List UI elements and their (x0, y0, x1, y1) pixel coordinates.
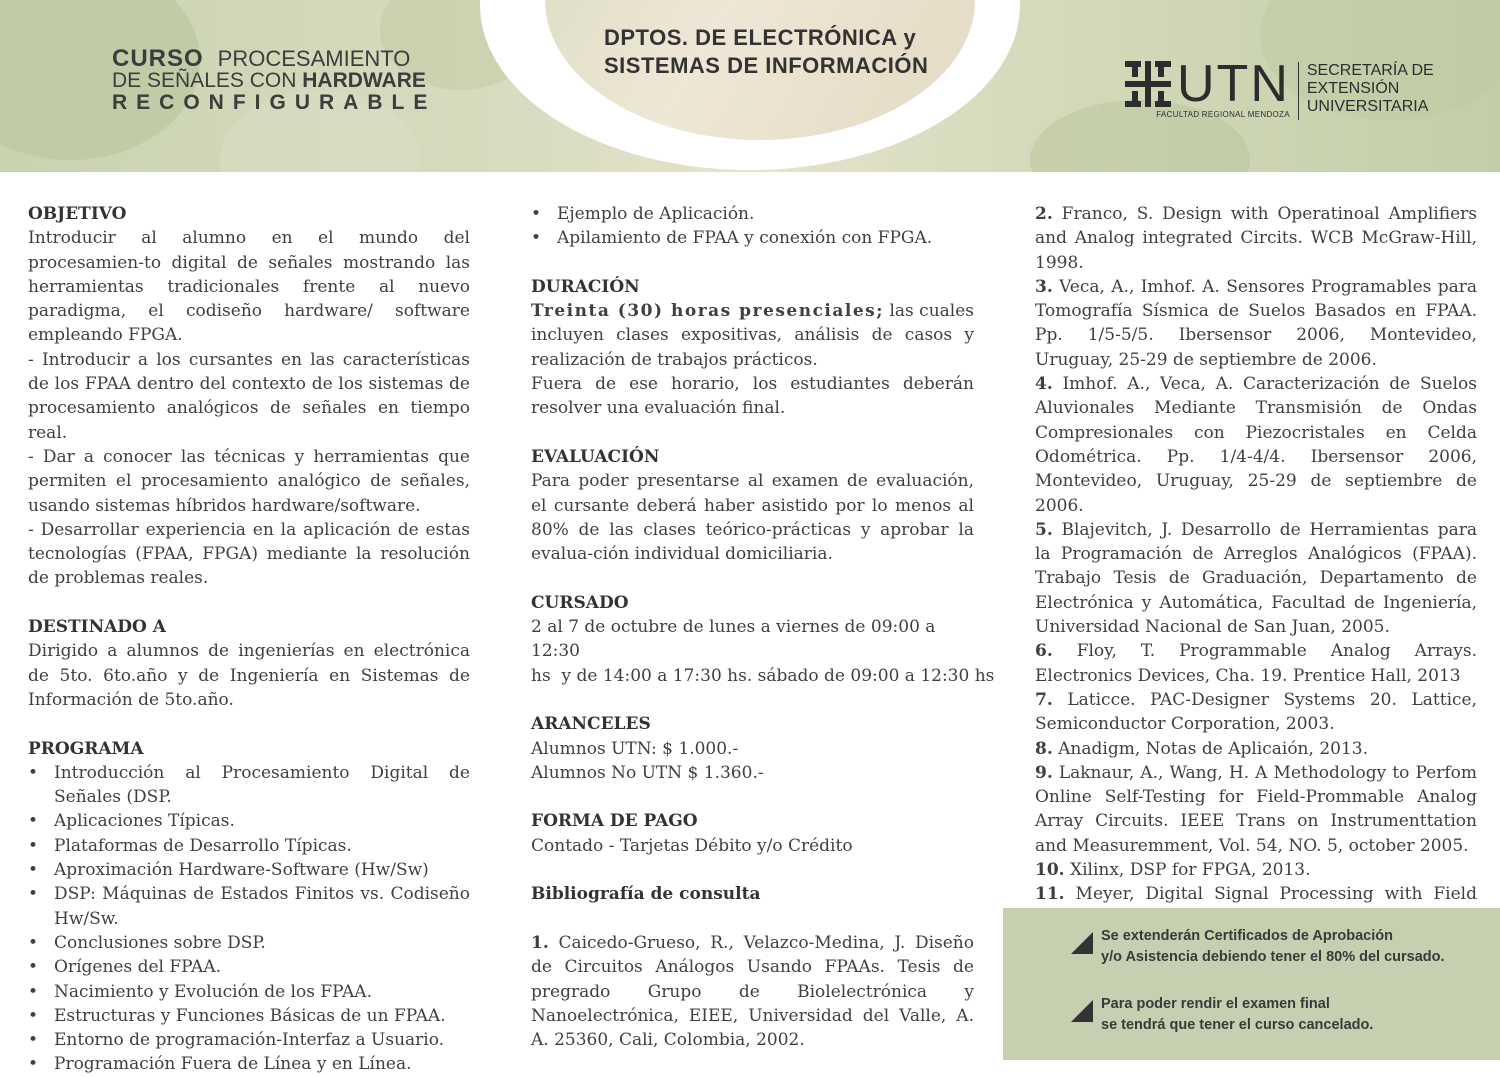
aranceles-heading: ARANCELES (531, 714, 651, 735)
destinado-text: Dirigido a alumnos de ingenierías en electrónica de 5to. 6to.año y de Ingeniería en Sistemas de Información de 5to.año. (28, 641, 470, 710)
certificate-note-line: Se extenderán Certificados de Aprobación (1101, 928, 1393, 944)
reference-item (1035, 858, 1477, 882)
bibliografia-heading: Bibliografía de consulta (531, 884, 761, 905)
reference-item (1035, 518, 1477, 639)
reference-text: Veca, A., Imhof. A. Sensores Programables para Tomografía Sísmica de Suelos Basados en FPAA. Pp. 1/5-5/5. Ibersensor 2006, Montevideo, Uruguay, 25-29 de septiembre de 2006. (1035, 276, 1477, 370)
department-title (604, 24, 928, 80)
objetivo-heading: OBJETIVO (28, 204, 127, 224)
reference-item (1035, 761, 1477, 858)
list-item: • Apilamiento de FPAA y conexión con FPGA. (531, 226, 974, 250)
reference-number: 11. (1035, 884, 1065, 905)
course-title-line3: RECONFIGURABLE (112, 91, 437, 114)
reference-text: Franco, S. Design with Operatinoal Amplifiers and Analog integrated Circits. WCB McGraw-Hill, 1998. (1035, 204, 1477, 273)
reference-number: 10. (1035, 860, 1065, 881)
reference-text: Imhof. A., Veca, A. Caracterización de Suelos Aluvionales Mediante Transmisión de Ondas Compresionales con Piezocristales en Celda Odométrica. Pp. 1/4-4/4. Ibersensor 2006, Montevideo, Uruguay, 25-29 de septiembre de 2006. (1035, 374, 1477, 516)
course-word: CURSO (112, 45, 204, 72)
duracion-hours: Treinta (30) horas presenciales; (531, 301, 885, 322)
logo-divider (1298, 62, 1299, 120)
objetivo-paragraph: - Dar a conocer las técnicas y herramientas que permiten el procesamiento analógico de señales, usando sistemas híbridos hardware/software. (28, 446, 470, 516)
triangle-bullet-icon (1071, 932, 1093, 954)
certificate-notice-box (1003, 908, 1500, 1060)
list-item: • Orígenes del FPAA. (28, 955, 470, 979)
list-item: • Plataformas de Desarrollo Típicas. (28, 834, 470, 858)
reference-item (1035, 275, 1477, 372)
utn-faculty: FACULTAD REGIONAL MENDOZA (1156, 110, 1290, 119)
reference-text: Caicedo-Grueso, R., Velazco-Medina, J. Diseño de Circuitos Análogos Usando FPAAs. Tesis de pregrado Grupo de Biolelectrónica y Nanoelectrónica, EIEE, Universidad del Valle, A. A. 25360, Cali, Colombia, 2002. (531, 932, 974, 1051)
secretaria-label (1307, 62, 1434, 116)
column-middle (531, 202, 995, 1052)
reference-number: 4. (1035, 374, 1053, 395)
cursado-line2: hs y de 14:00 a 17:30 hs. sábado de 09:00 a 12:30 hs (531, 665, 995, 686)
duracion-heading: DURACIÓN (531, 276, 640, 297)
reference-text: Meyer, Digital Signal Processing with Field (1075, 884, 1477, 905)
aranceles-line1: Alumnos UTN: $ 1.000.- (531, 738, 739, 759)
reference-text: Blajevitch, J. Desarrollo de Herramientas para la Programación de Arreglos Analógicos (FPAA). Trabajo Tesis de Graduación, Departamento de Electrónica y Automática, Facultad de Ingeniería, Universidad Nacional de San Juan, 2005. (1035, 519, 1477, 638)
list-item: • Programación Fuera de Línea y en Línea. (28, 1052, 470, 1076)
reference-number: 2. (1035, 204, 1053, 224)
duracion-detail: las cuales incluyen clases expositivas, análisis de casos y realización de trabajos prácticos. (531, 301, 974, 370)
duracion-text (531, 299, 974, 372)
list-item: • DSP: Máquinas de Estados Finitos vs. Codiseño Hw/Sw. (28, 882, 470, 931)
evaluacion-heading: EVALUACIÓN (531, 446, 660, 467)
reference-text: Laknaur, A., Wang, H. A Methodology to Perfom Online Self-Testing for Field-Prommable Analog Array Circuits. IEEE Trans on Instrumenttation and Measuremment, Vol. 54, NO. 5, october 2005. (1035, 762, 1477, 856)
reference-number: 9. (1035, 762, 1053, 783)
triangle-bullet-icon (1071, 1000, 1093, 1022)
course-title (112, 45, 437, 114)
objetivo-paragraph: - Desarrollar experiencia en la aplicación de estas tecnologías (FPAA, FPGA) mediante la resolución de problemas reales. (28, 519, 470, 589)
reference-text: Anadigm, Notas de Aplicaión, 2013. (1052, 738, 1368, 759)
certificate-note (1071, 926, 1461, 968)
cursado-heading: CURSADO (531, 592, 629, 613)
reference-text: Xilinx, DSP for FPGA, 2013. (1064, 860, 1311, 881)
payment-note-line: se tendrá que tener el curso cancelado. (1101, 1017, 1374, 1033)
secretaria-line2: EXTENSIÓN (1306, 80, 1400, 97)
reference-number: 1. (531, 932, 549, 953)
list-item: • Aplicaciones Típicas. (28, 809, 470, 833)
forma-pago-text: Contado - Tarjetas Débito y/o Crédito (531, 835, 853, 856)
list-item: • Ejemplo de Aplicación. (531, 202, 974, 226)
department-line1: DPTOS. DE ELECTRÓNICA y (604, 25, 917, 50)
aranceles-line2: Alumnos No UTN $ 1.360.- (531, 762, 764, 783)
list-item: • Aproximación Hardware-Software (Hw/Sw) (28, 858, 470, 882)
secretaria-line1: SECRETARÍA DE (1306, 62, 1434, 79)
column-left (28, 202, 470, 1077)
list-item: • Conclusiones sobre DSP. (28, 931, 470, 955)
reference-item (1035, 737, 1477, 761)
course-title-line2b: HARDWARE (302, 69, 426, 92)
list-item: • Estructuras y Funciones Básicas de un FPAA. (28, 1004, 470, 1028)
destinado-heading: DESTINADO A (28, 617, 166, 638)
list-item: • Nacimiento y Evolución de los FPAA. (28, 980, 470, 1004)
evaluacion-text: Para poder presentarse al examen de evaluación, el cursante deberá haber asistido por lo menos al 80% de las clases teórico-prácticas y aprobar la evalua-ción individual domiciliaria. (531, 471, 974, 565)
payment-note-line: Para poder rendir el examen final (1101, 996, 1330, 1012)
utn-logo-block (1125, 55, 1434, 120)
reference-item (1035, 372, 1477, 518)
duracion-text2: Fuera de ese horario, los estudiantes deberán resolver una evaluación final. (531, 374, 974, 419)
reference-text: Floy, T. Programmable Analog Arrays. Electronics Devices, Cha. 19. Prentice Hall, 2013 (1035, 641, 1477, 686)
secretaria-line3: UNIVERSITARIA (1306, 98, 1429, 115)
cursado-line1: 2 al 7 de octubre de lunes a viernes de 09:00 a 12:30 (531, 617, 936, 662)
programa-heading: PROGRAMA (28, 738, 144, 759)
forma-pago-heading: FORMA DE PAGO (531, 811, 698, 832)
course-title-line2a: DE SEÑALES CON (112, 69, 303, 92)
reference-number: 6. (1035, 641, 1053, 662)
reference-item (1035, 688, 1477, 737)
reference-number: 7. (1035, 689, 1053, 710)
utn-letters: UTN (1177, 55, 1290, 113)
objetivo-paragraph: - Introducir a los cursantes en las características de los FPAA dentro del contexto de los sistemas de procesamiento analógicos de señales en tiempo real. (28, 349, 470, 443)
list-item: • Entorno de programación-Interfaz a Usuario. (28, 1028, 470, 1052)
payment-note (1071, 994, 1461, 1036)
reference-item (1035, 202, 1477, 275)
reference-text: Laticce. PAC-Designer Systems 20. Lattice, Semiconductor Corporation, 2003. (1035, 689, 1477, 735)
header-banner (0, 0, 1500, 172)
certificate-note-line: y/o Asistencia debiendo tener el 80% del cursado. (1101, 949, 1445, 965)
objetivo-paragraph: Introducir al alumno en el mundo del procesamien-to digital de señales mostrando las herramientas tradicionales frente al nuevo paradigma, el codiseño hardware/ software empleando FPGA. (28, 228, 470, 346)
department-line2: SISTEMAS DE INFORMACIÓN (604, 53, 929, 78)
course-title-line1: PROCESAMIENTO (217, 46, 411, 71)
reference-number: 5. (1035, 519, 1053, 540)
reference-number: 3. (1035, 276, 1053, 297)
list-item: • Introducción al Procesamiento Digital de Señales (DSP. (28, 761, 470, 810)
reference-item (1035, 639, 1477, 688)
utn-emblem-icon (1125, 61, 1171, 107)
reference-item (531, 931, 974, 1052)
reference-number: 8. (1035, 738, 1053, 759)
column-right (1035, 202, 1477, 931)
programa-list-continued (531, 202, 974, 251)
programa-list (28, 761, 470, 1077)
